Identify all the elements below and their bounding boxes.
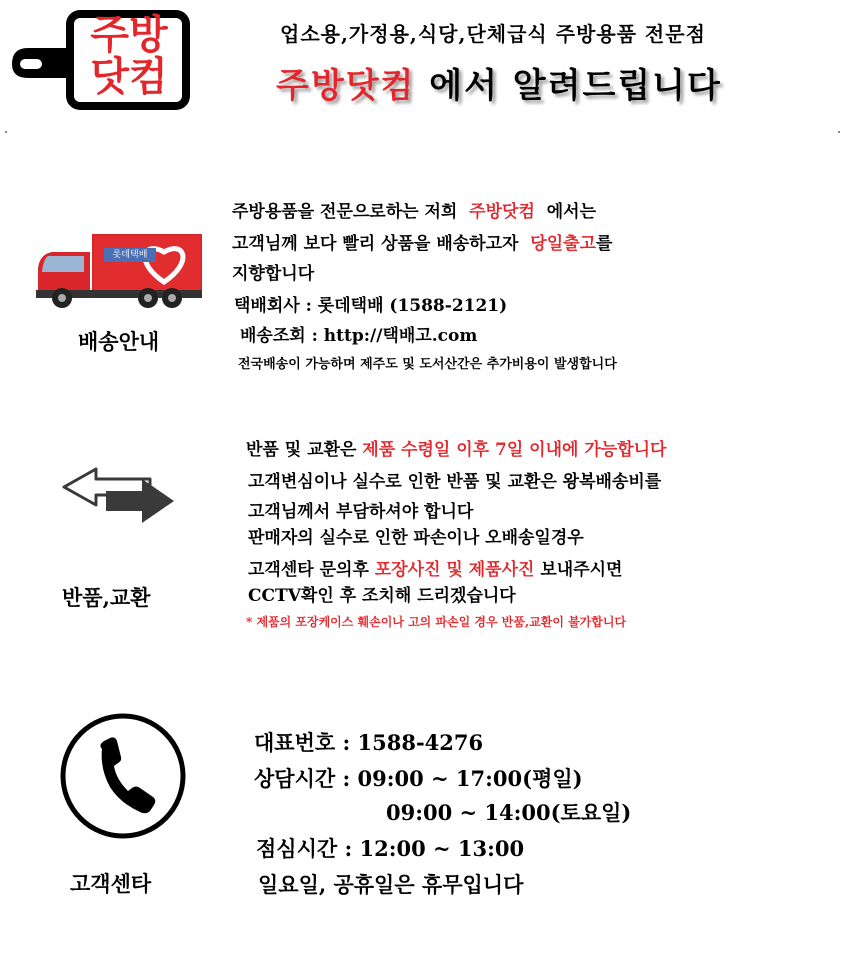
returns-line-5-highlight: 포장사진 및 제품사진 (374, 560, 535, 580)
delivery-note-text: 전국배송이 가능하며 제주도 및 도서산간은 추가비용이 발생합니다 (238, 357, 617, 372)
returns-warning: * 제품의 포장케이스 훼손이나 고의 파손일 경우 반품,교환이 불가합니다 (246, 615, 627, 629)
brand-logo (8, 6, 193, 114)
divider-dot (838, 131, 840, 133)
logo-text-line1: 주방 (90, 12, 168, 58)
returns-line-5-tail: 보내주시면 (540, 560, 623, 580)
delivery-line-1-tail: 에서는 (546, 202, 596, 222)
returns-line-2: 고객변심이나 실수로 인한 반품 및 교환은 왕복배송비를 (248, 472, 662, 492)
truck-sign: 롯데택배 (112, 250, 148, 260)
logo-text-line2: 닷컴 (90, 54, 168, 100)
returns-line-1-highlight: 제품 수령일 이후 7일 이내에 가능합니다 (362, 440, 667, 460)
phone-icon (58, 711, 188, 841)
returns-line-3: 고객님께서 부담하셔야 합니다 (248, 502, 474, 522)
delivery-line-3: 지향합니다 (232, 264, 315, 284)
delivery-line-1-text: 주방용품을 전문으로하는 저희 (232, 202, 458, 222)
returns-line-1 (246, 435, 666, 460)
returns-line-5 (248, 555, 622, 580)
lunch-hours: 점심시간 : 12:00 ~ 13:00 (256, 836, 525, 861)
delivery-line-2 (232, 229, 612, 254)
delivery-note (238, 353, 617, 373)
holiday-note: 일요일, 공휴일은 휴무입니다 (258, 872, 524, 897)
consult-hours-saturday: 09:00 ~ 14:00(토요일) (386, 800, 632, 825)
headline (276, 58, 722, 107)
headline-brand: 주방닷컴 (276, 66, 416, 106)
returns-line-5-text: 고객센타 문의후 (248, 560, 369, 580)
returns-line-4: 판매자의 실수로 인한 파손이나 오배송일경우 (248, 528, 584, 548)
delivery-truck-icon (34, 232, 204, 310)
tracking-info: 배송조회 : http://택배고.com (240, 326, 478, 346)
courier-info: 택배회사 : 롯데택배 (1588-2121) (234, 296, 508, 316)
tagline: 업소용,가정용,식당,단체급식 주방용품 전문점 (280, 22, 706, 46)
delivery-line-2-text: 고객님께 보다 빨리 상품을 배송하고자 (232, 234, 519, 254)
delivery-line-1-brand: 주방닷컴 (469, 202, 535, 222)
returns-label: 반품,교환 (62, 585, 151, 610)
returns-line-1-text: 반품 및 교환은 (246, 440, 357, 460)
delivery-line-2-highlight: 당일출고 (530, 234, 596, 254)
returns-line-6: CCTV확인 후 조치해 드리겠습니다 (248, 586, 516, 606)
headline-rest: 에서 알려드립니다 (429, 66, 722, 106)
delivery-label: 배송안내 (78, 329, 160, 354)
consult-hours-weekday: 상담시간 : 09:00 ~ 17:00(평일) (254, 766, 583, 791)
delivery-line-2-tail: 를 (595, 234, 613, 254)
delivery-line-1 (232, 197, 596, 222)
exchange-arrows-icon (58, 465, 180, 525)
divider-dot (5, 131, 7, 133)
main-phone: 대표번호 : 1588-4276 (254, 730, 484, 755)
support-label: 고객센타 (70, 871, 152, 896)
